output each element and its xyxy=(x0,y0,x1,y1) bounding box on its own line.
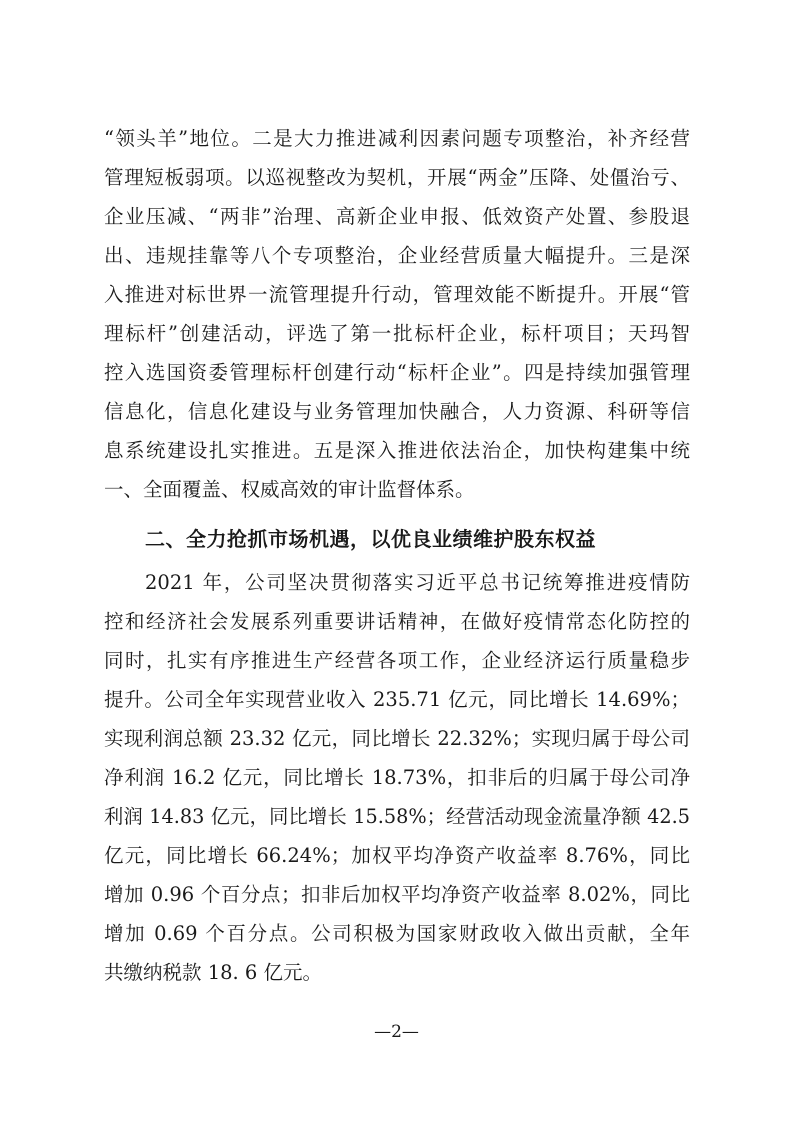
section-heading: 二、全力抢抓市场机遇，以优良业绩维护股东权益 xyxy=(145,527,596,551)
text-line: 入推进对标世界一流管理提升行动，管理效能不断提升。开展“管 xyxy=(104,283,690,306)
text-line: 控和经济社会发展系列重要讲话精神，在做好疫情常态化防控的 xyxy=(104,610,690,633)
text-line: 理标杆”创建活动，评选了第一批标杆企业，标杆项目；天玛智 xyxy=(104,322,690,345)
text-line: 企业压减、“两非”治理、高新企业申报、低效资产处置、参股退 xyxy=(104,205,690,228)
text-line: 息系统建设扎实推进。五是深入推进依法治企，加快构建集中统 xyxy=(104,439,690,462)
text-line: 信息化，信息化建设与业务管理加快融合，人力资源、科研等信 xyxy=(104,400,690,423)
text-line: 净利润 16.2 亿元，同比增长 18.73%，扣非后的归属于母公司净 xyxy=(104,766,690,789)
text-line: “领头羊”地位。二是大力推进减利因素问题专项整治，补齐经营 xyxy=(104,127,690,150)
text-line: 提升。公司全年实现营业收入 235.71 亿元，同比增长 14.69%； xyxy=(104,688,690,711)
text-line: 管理短板弱项。以巡视整改为契机，开展“两金”压降、处僵治亏、 xyxy=(104,166,690,189)
text-line: 亿元，同比增长 66.24%；加权平均净资产收益率 8.76%，同比 xyxy=(104,844,690,867)
text-line: 增加 0.96 个百分点；扣非后加权平均净资产收益率 8.02%，同比 xyxy=(104,883,690,906)
text-line: 实现利润总额 23.32 亿元，同比增长 22.32%；实现归属于母公司 xyxy=(104,727,690,750)
text-line: 利润 14.83 亿元，同比增长 15.58%；经营活动现金流量净额 42.5 xyxy=(104,805,690,828)
page-number: —2— xyxy=(374,1022,419,1042)
text-line: 共缴纳税款 18. 6 亿元。 xyxy=(104,961,323,984)
text-line: 一、全面覆盖、权威高效的审计监督体系。 xyxy=(104,478,475,501)
text-line: 同时，扎实有序推进生产经营各项工作，企业经济运行质量稳步 xyxy=(104,649,690,672)
text-line: 出、违规挂靠等八个专项整治，企业经营质量大幅提升。三是深 xyxy=(104,244,690,267)
text-line: 2021 年，公司坚决贯彻落实习近平总书记统筹推进疫情防 xyxy=(145,571,690,594)
text-line: 增加 0.69 个百分点。公司积极为国家财政收入做出贡献，全年 xyxy=(104,922,690,945)
text-line: 控入选国资委管理标杆创建行动“标杆企业”。四是持续加强管理 xyxy=(104,361,690,384)
